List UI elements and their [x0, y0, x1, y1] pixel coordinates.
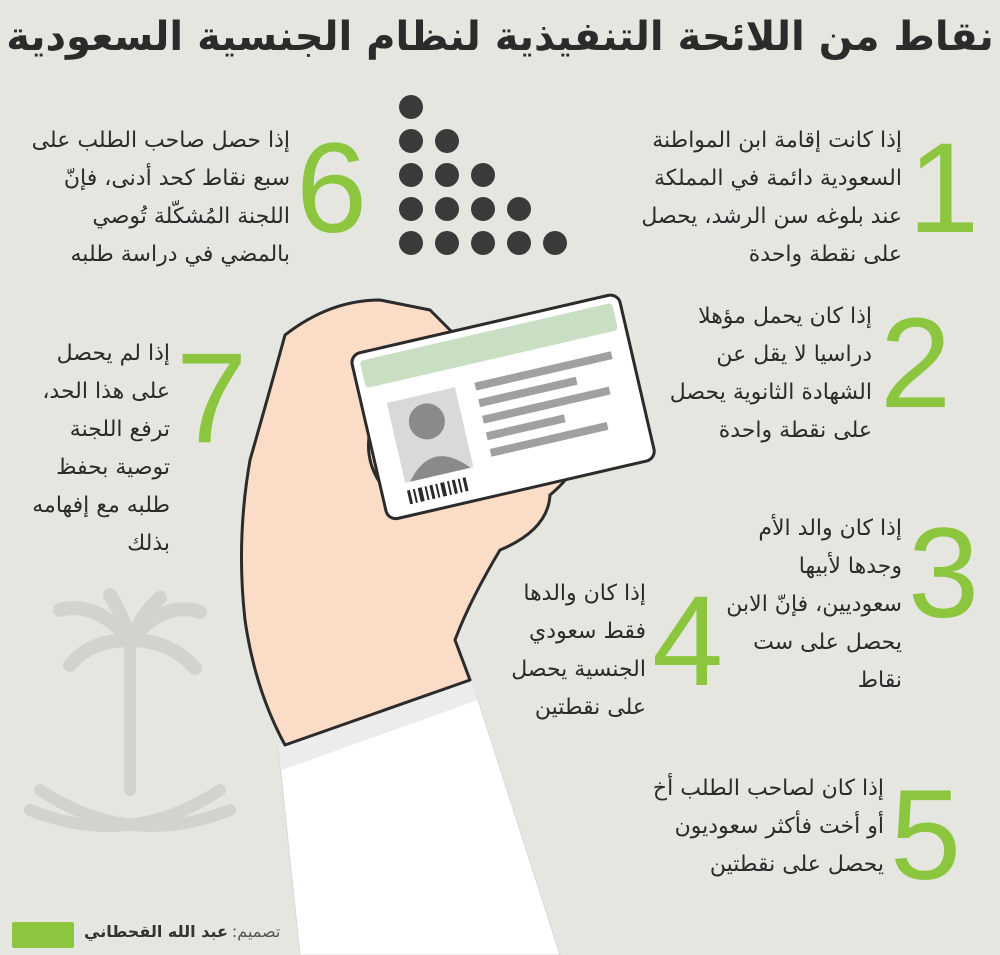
point-5-text: إذا كان لصاحب الطلب أخ أو أخت فأكثر سعوديون يحصل على نقطتين — [652, 776, 884, 877]
point-6-text: إذا حصل صاحب الطلب على سبع نقاط كحد أدنى، فإنّ اللجنة المُشكّلة تُوصي بالمضي في دراسة طلبه — [31, 128, 290, 267]
dot — [435, 163, 459, 187]
point-7-text: إذا لم يحصل على هذا الحد، ترفع اللجنة توصية بحفظ طلبه مع إفهامه بذلك — [32, 341, 170, 556]
dot — [435, 129, 459, 153]
point-3-number: 3 — [908, 502, 980, 645]
dot — [399, 129, 423, 153]
credit-designer: عبد الله القحطاني — [84, 922, 228, 941]
point-2-number: 2 — [880, 292, 952, 435]
point-4-number: 4 — [652, 570, 724, 713]
points-dots-graphic — [399, 95, 567, 255]
dot — [507, 231, 531, 255]
palm-swords-emblem-icon — [30, 595, 230, 826]
dot — [399, 231, 423, 255]
dot — [543, 231, 567, 255]
dot — [435, 231, 459, 255]
point-1-text: إذا كانت إقامة ابن المواطنة السعودية دائمة في المملكة عند بلوغه سن الرشد، يحصل على نقطة واحدة — [641, 128, 902, 267]
dot — [399, 163, 423, 187]
dot — [435, 197, 459, 221]
point-7-number: 7 — [176, 327, 248, 470]
point-2-text: إذا كان يحمل مؤهلا دراسيا لا يقل عن الشهادة الثانوية يحصل على نقطة واحدة — [669, 304, 872, 443]
okaz-logo-icon — [12, 922, 74, 948]
dot — [399, 197, 423, 221]
dot — [471, 231, 495, 255]
dot — [471, 197, 495, 221]
point-6-number: 6 — [296, 117, 368, 260]
dot — [507, 197, 531, 221]
point-1-number: 1 — [908, 117, 980, 260]
point-4-text: إذا كان والدها فقط سعودي الجنسية يحصل على نقطتين — [511, 581, 646, 720]
dot — [471, 163, 495, 187]
point-5-number: 5 — [890, 764, 962, 907]
point-3-text: إذا كان والد الأم وجدها لأبيها سعوديين، فإنّ الابن يحصل على ست نقاط — [726, 516, 902, 693]
credit-label: تصميم: — [231, 922, 281, 941]
designer-credit — [84, 922, 280, 941]
page-title: نقاط من اللائحة التنفيذية لنظام الجنسية السعودية — [6, 14, 994, 60]
dot — [399, 95, 423, 119]
